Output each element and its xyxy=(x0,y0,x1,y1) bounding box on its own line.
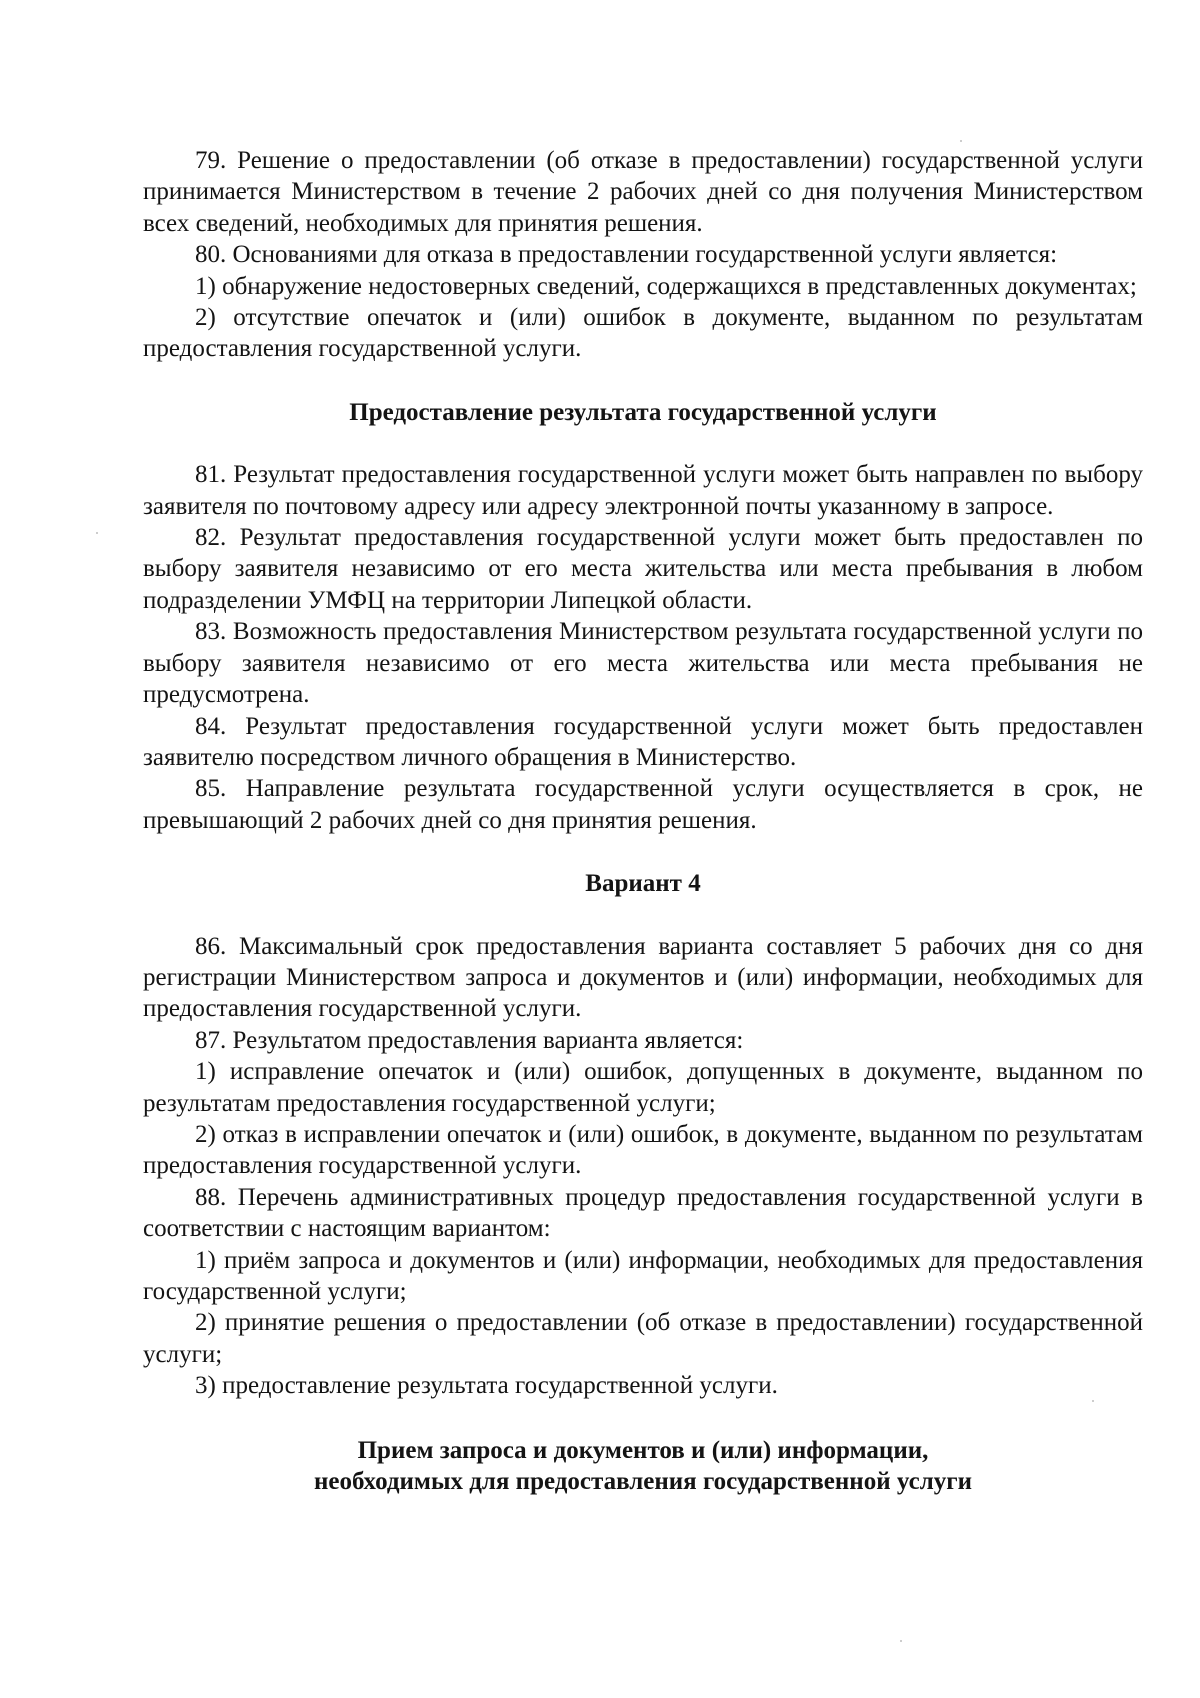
paragraph-87: 87. Результатом предоставления варианта является: xyxy=(195,1026,744,1054)
paragraph-82: 82. Результат предоставления государственной услуги может быть предоставлен по выбору заявителя независимо от его места жительства или места пребывания в любом подразделении УМФЦ на территории Липецкой области. xyxy=(143,524,1143,614)
section-heading-request-intake-line-1: Прием запроса и документов и (или) информации, xyxy=(357,1436,929,1464)
document-body xyxy=(143,145,1143,1497)
section-heading-result: Предоставление результата государственной услуги xyxy=(349,398,937,426)
paragraph-86: 86. Максимальный срок предоставления варианта составляет 5 рабочих дня со дня регистрации Министерством запроса и документов и (или) информации, необходимых для предоставления государственной услуги. xyxy=(143,932,1143,1023)
paragraph-88: 88. Перечень административных процедур предоставления государственной услуги в соответствии с настоящим вариантом: xyxy=(143,1183,1143,1243)
section-heading-variant-4: Вариант 4 xyxy=(585,870,701,898)
paragraph-80-item-1: 1) обнаружение недостоверных сведений, содержащихся в представленных документах; xyxy=(195,272,1137,300)
paragraph-88-item-2: 2) принятие решения о предоставлении (об отказе в предоставлении) государственной услуги; xyxy=(143,1309,1143,1368)
scan-speck xyxy=(96,532,98,534)
scan-speck xyxy=(900,1640,902,1642)
paragraph-87-item-2: 2) отказ в исправлении опечаток и (или) ошибок, в документе, выданном по результатам предоставления государственной услуги. xyxy=(143,1120,1143,1180)
paragraph-80-item-2: 2) отсутствие опечаток и (или) ошибок в документе, выданном по результатам предоставления государственной услуги. xyxy=(143,304,1143,363)
paragraph-84: 84. Результат предоставления государственной услуги может быть предоставлен заявителю посредством личного обращения в Министерство. xyxy=(143,712,1143,771)
scan-speck xyxy=(1092,1400,1094,1402)
paragraph-81: 81. Результат предоставления государственной услуги может быть направлен по выбору заявителя по почтовому адресу или адресу электронной почты указанному в запросе. xyxy=(143,461,1143,520)
paragraph-88-item-1: 1) приём запроса и документов и (или) информации, необходимых для предоставления государственной услуги; xyxy=(143,1246,1143,1305)
section-heading-request-intake xyxy=(143,1435,1143,1498)
section-heading-request-intake-line-2: необходимых для предоставления государственной услуги xyxy=(314,1468,972,1496)
paragraph-80: 80. Основаниями для отказа в предоставлении государственной услуги является: xyxy=(195,241,1058,269)
paragraph-85: 85. Направление результата государственной услуги осуществляется в срок, не превышающий 2 рабочих дней со дня принятия решения. xyxy=(143,775,1143,834)
scan-speck xyxy=(960,140,962,142)
paragraph-88-item-3: 3) предоставление результата государственной услуги. xyxy=(195,1372,778,1400)
paragraph-87-item-1: 1) исправление опечаток и (или) ошибок, допущенных в документе, выданном по результатам предоставления государственной услуги; xyxy=(143,1058,1143,1117)
paragraph-83: 83. Возможность предоставления Министерством результата государственной услуги по выбору заявителя независимо от его места жительства или места пребывания не предусмотрена. xyxy=(143,618,1143,709)
paragraph-79: 79. Решение о предоставлении (об отказе в предоставлении) государственной услуги принимается Министерством в течение 2 рабочих дней со дня получения Министерством всех сведений, необходимых для принятия решения. xyxy=(143,147,1143,237)
